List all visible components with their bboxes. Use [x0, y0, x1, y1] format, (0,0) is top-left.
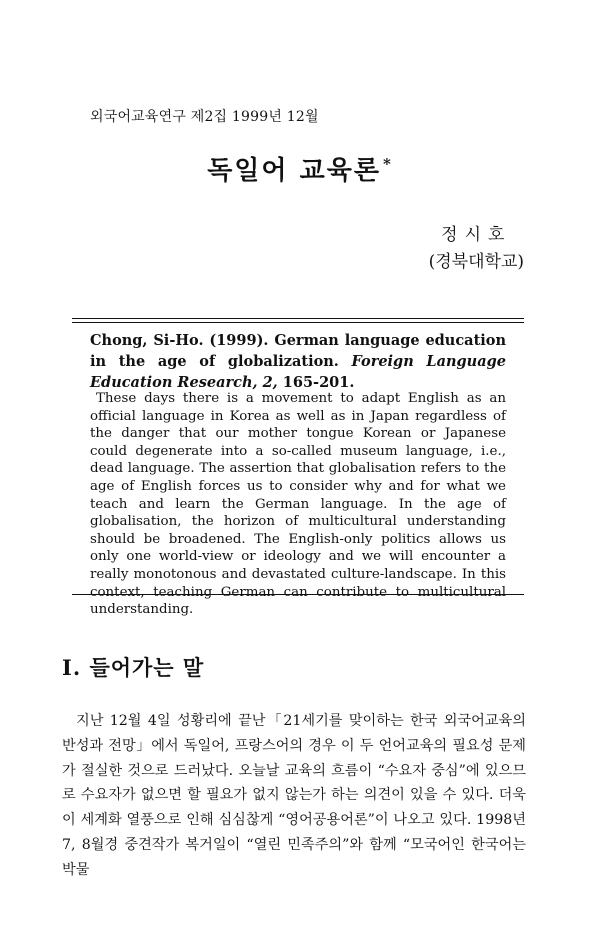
section-heading: I. 들어가는 말: [62, 655, 205, 680]
body-paragraph: 지난 12월 4일 성황리에 끝난「21세기를 맞이하는 한국 외국어교육의 반성과 전망」에서 독일어, 프랑스어의 경우 이 두 언어교육의 필요성 문제가 절실한 것으로 드러났다. 오늘날 교육의 흐름이 “수요자 중심”에 있으므로 수요자가 없으면 할 필요가 없지 않는가 하는 의견이 있을 수 있다. 더욱이 세계화 열풍으로 인해 심심찮게 “영어공용어론”이 나오고 있다. 1998년 7, 8월경 중견작가 복거일이 “열린 민족주의”와 함께 “모국어인 한국어는 박물: [62, 713, 526, 878]
abstract-top-rule-inner: [72, 322, 524, 323]
paper-title-text: 독일어 교육론: [207, 156, 381, 186]
author-block: [429, 222, 524, 276]
title-footnote-mark: *: [382, 155, 393, 174]
author-affiliation: (경북대학교): [428, 252, 524, 272]
citation: [90, 330, 506, 393]
author-name: 정시호: [441, 225, 512, 245]
citation-authors: Chong, Si-Ho. (1999). German language education in the age of globalization.: [90, 332, 506, 370]
citation-journal: Foreign Language Education Research, 2,: [90, 353, 506, 391]
abstract-top-rule: [72, 318, 524, 319]
citation-pages: 165-201.: [277, 374, 355, 391]
paper-title: [0, 150, 600, 187]
abstract-text: These days there is a movement to adapt English as an official language in Korea as well as in Japan regardless of the danger that our mother tongue Korean or Japanese could degenerate into a so-called museum language, i.e., dead language. The assertion that globalisation refers to the age of English forces us to consider why and for what we teach and learn the German language. In the age of globalisation, the horizon of multicultural understanding should be broadened. The English-only politics allows us only one world-view or ideology and we will encounter a really monotonous and devastated culture-landscape. In this context, teaching German can contribute to multicultural understanding.: [90, 391, 506, 618]
journal-header: 외국어교육연구 제2집 1999년 12월: [90, 109, 319, 125]
abstract-bottom-rule: [72, 594, 524, 595]
